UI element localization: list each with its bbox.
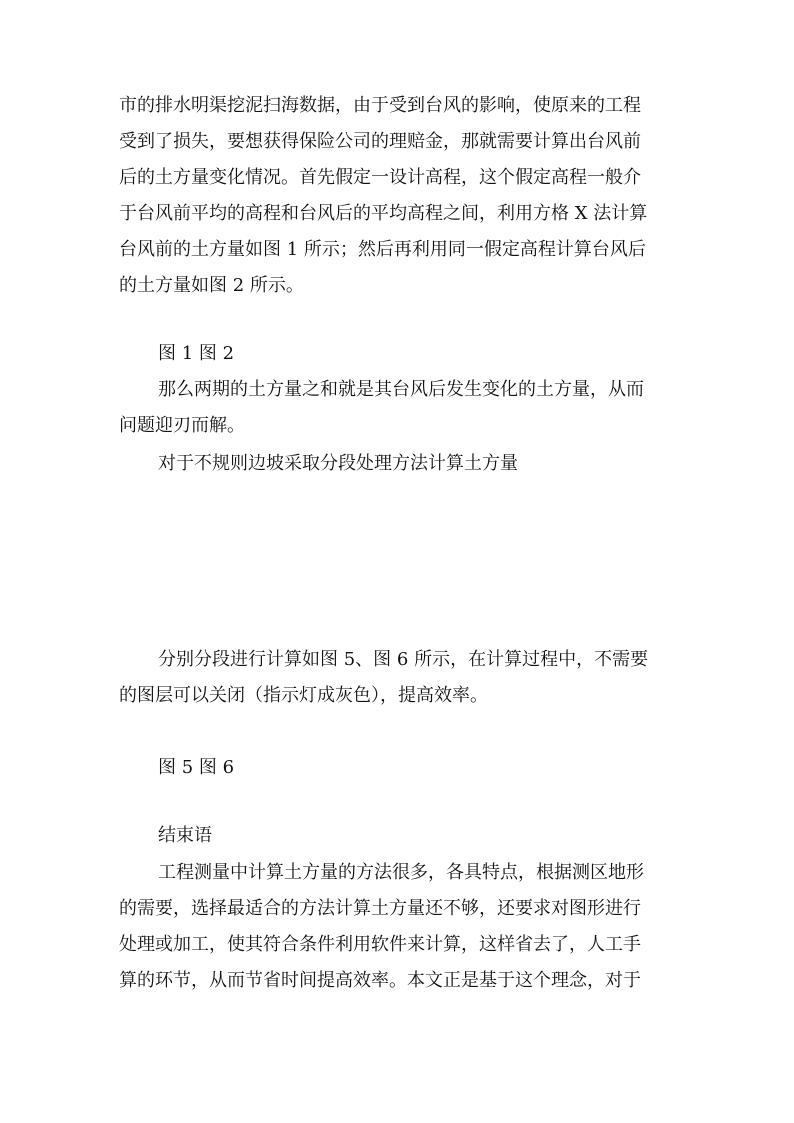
paragraph-4-line-1: 分别分段进行计算如图 5、图 6 所示，在计算过程中，不需要: [158, 649, 649, 670]
figure-caption-1: 图 1 图 2: [158, 343, 235, 364]
paragraph-3: 对于不规则边坡采取分段处理方法计算土方量: [158, 453, 518, 474]
paragraph-1-line-4: 于台风前平均的高程和台风后的平均高程之间，利用方格 X 法计算: [119, 203, 648, 224]
paragraph-5-line-2: 的需要，选择最适合的方法计算土方量还不够，还要求对图形进行: [119, 898, 641, 919]
paragraph-1-line-3: 后的土方量变化情况。首先假定一设计高程，这个假定高程一般介: [119, 167, 641, 188]
paragraph-2-line-1: 那么两期的土方量之和就是其台风后发生变化的土方量，从而: [158, 379, 644, 400]
paragraph-1-line-5: 台风前的土方量如图 1 所示；然后再利用同一假定高程计算台风后: [119, 239, 646, 260]
paragraph-5-line-4: 算的环节，从而节省时间提高效率。本文正是基于这个理念，对于: [119, 970, 641, 991]
paragraph-4-line-2: 的图层可以关闭（指示灯成灰色），提高效率。: [119, 685, 488, 706]
paragraph-1-line-2: 受到了损失，要想获得保险公司的理赔金，那就需要计算出台风前: [119, 131, 641, 152]
paragraph-2-line-2: 问题迎刃而解。: [119, 415, 245, 436]
figure-caption-2: 图 5 图 6: [158, 757, 235, 778]
paragraph-5-line-1: 工程测量中计算土方量的方法很多，各具特点，根据测区地形: [158, 862, 644, 883]
paragraph-1-line-1: 市的排水明渠挖泥扫海数据，由于受到台风的影响，使原来的工程: [119, 95, 641, 116]
paragraph-5-line-3: 处理或加工，使其符合条件利用软件来计算，这样省去了，人工手: [119, 934, 641, 955]
conclusion-heading: 结束语: [158, 825, 212, 846]
paragraph-1-line-6: 的土方量如图 2 所示。: [119, 275, 304, 296]
